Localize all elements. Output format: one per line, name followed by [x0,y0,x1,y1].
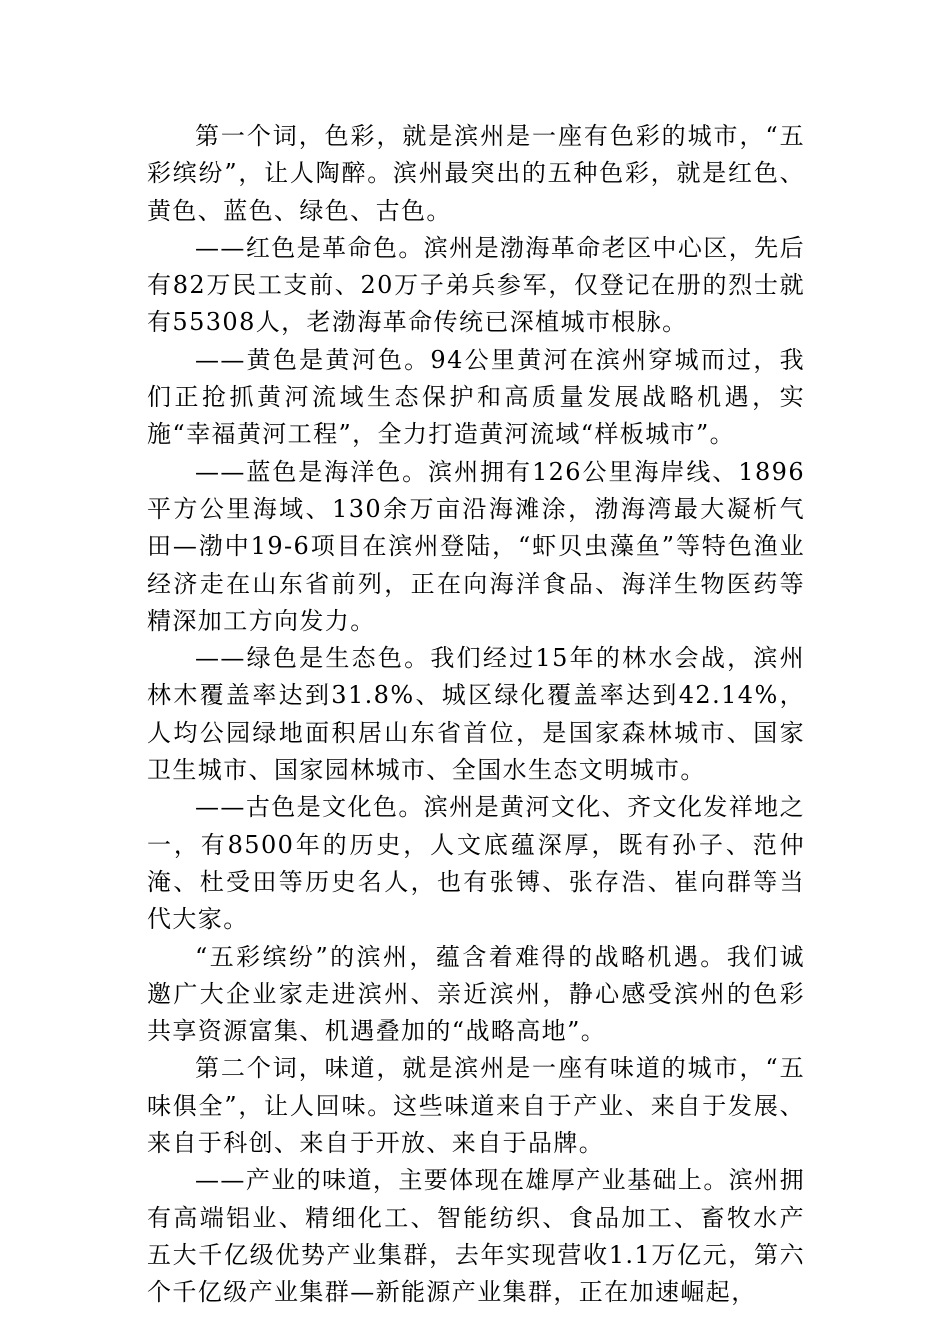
paragraph-industry: ——产业的味道，主要体现在雄厚产业基础上。滨州拥有高端铝业、精细化工、智能纺织、食品加工、畜牧水产五大千亿级优势产业集群，去年实现营收1.1万亿元，第六个千亿级产业集群—新能源产业集群，正在加速崛起， [147,1166,805,1307]
paragraph-intro-flavors: 第二个词，味道，就是滨州是一座有味道的城市，“五味俱全”，让人回味。这些味道来自于产业、来自于发展、来自于科创、来自于开放、来自于品牌。 [147,1054,805,1158]
paragraph-yellow: ——黄色是黄河色。94公里黄河在滨州穿城而过，我们正抢抓黄河流域生态保护和高质量发展战略机遇，实施“幸福黄河工程”，全力打造黄河流域“样板城市”。 [147,345,805,449]
document-page [147,118,805,1312]
paragraph-red: ——红色是革命色。滨州是渤海革命老区中心区，先后有82万民工支前、20万子弟兵参军，仅登记在册的烈士就有55308人，老渤海革命传统已深植城市根脉。 [147,233,805,337]
paragraph-ancient: ——古色是文化色。滨州是黄河文化、齐文化发祥地之一，有8500年的历史，人文底蕴深厚，既有孙子、范仲淹、杜受田等历史名人，也有张镈、张存浩、崔向群等当代大家。 [147,793,805,934]
paragraph-green: ——绿色是生态色。我们经过15年的林水会战，滨州林木覆盖率达到31.8%、城区绿化覆盖率达到42.14%，人均公园绿地面积居山东省首位，是国家森林城市、国家卫生城市、国家园林城市、全国水生态文明城市。 [147,644,805,785]
paragraph-blue: ——蓝色是海洋色。滨州拥有126公里海岸线、1896平方公里海域、130余万亩沿海滩涂，渤海湾最大凝析气田—渤中19-6项目在滨州登陆，“虾贝虫藻鱼”等特色渔业经济走在山东省前列，正在向海洋食品、海洋生物医药等精深加工方向发力。 [147,457,805,635]
paragraph-intro-colors: 第一个词，色彩，就是滨州是一座有色彩的城市，“五彩缤纷”，让人陶醉。滨州最突出的五种色彩，就是红色、黄色、蓝色、绿色、古色。 [147,122,805,225]
paragraph-colors-summary: “五彩缤纷”的滨州，蕴含着难得的战略机遇。我们诚邀广大企业家走进滨州、亲近滨州，静心感受滨州的色彩共享资源富集、机遇叠加的“战略高地”。 [147,942,805,1046]
